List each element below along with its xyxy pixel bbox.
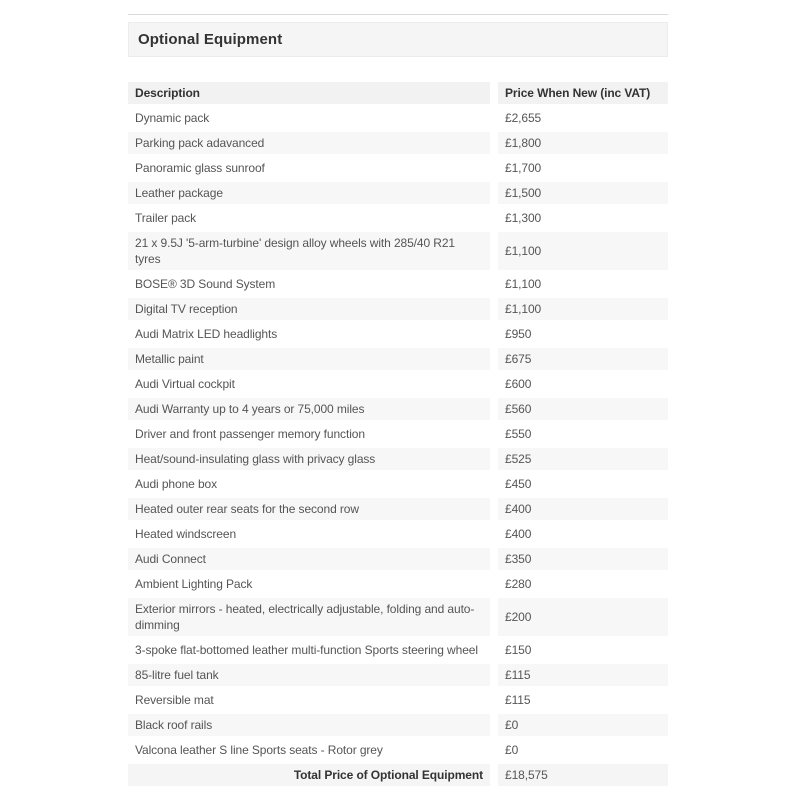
- description-cell: Heated windscreen: [135, 527, 237, 541]
- description-cell: Leather package: [128, 182, 490, 204]
- table-row: [128, 689, 668, 711]
- description-cell: 21 x 9.5J '5-arm-turbine' design alloy wheels with 285/40 R21 tyres: [128, 232, 490, 270]
- description-cell: Panoramic glass sunroof: [135, 161, 265, 175]
- price-cell: £525: [498, 448, 668, 470]
- description-cell: Black roof rails: [128, 714, 490, 736]
- description-cell: Trailer pack: [135, 211, 197, 225]
- table-row: [128, 182, 668, 204]
- price-cell: £1,700: [505, 161, 542, 175]
- total-label: Total Price of Optional Equipment: [128, 764, 490, 786]
- description-cell: Parking pack adavanced: [128, 132, 490, 154]
- price-cell: £200: [498, 598, 668, 636]
- table-row: [128, 573, 668, 595]
- price-cell: £1,100: [498, 232, 668, 270]
- description-cell: Digital TV reception: [128, 298, 490, 320]
- price-cell: £450: [505, 477, 532, 491]
- column-header-price: Price When New (inc VAT): [498, 82, 668, 104]
- price-cell: £0: [498, 714, 668, 736]
- price-cell: £1,300: [505, 211, 542, 225]
- description-cell: Audi Warranty up to 4 years or 75,000 miles: [128, 398, 490, 420]
- equipment-table: [120, 79, 676, 789]
- description-cell: Valcona leather S line Sports seats - Rotor grey: [135, 743, 383, 757]
- table-row: [128, 664, 668, 686]
- description-cell: Reversible mat: [135, 693, 214, 707]
- top-divider: [128, 14, 668, 15]
- price-cell: £1,100: [498, 298, 668, 320]
- description-cell: Audi phone box: [135, 477, 218, 491]
- table-header: [128, 82, 668, 104]
- price-cell: £2,655: [505, 111, 542, 125]
- table-row: [128, 473, 668, 495]
- section-title: Optional Equipment: [128, 22, 668, 57]
- price-cell: £675: [498, 348, 668, 370]
- table-row: [128, 523, 668, 545]
- column-header-description: Description: [128, 82, 490, 104]
- description-cell: Dynamic pack: [135, 111, 210, 125]
- table-row: [128, 498, 668, 520]
- price-cell: £115: [505, 693, 531, 707]
- optional-equipment-panel: [128, 14, 668, 789]
- page: [0, 14, 800, 787]
- description-cell: Driver and front passenger memory function: [135, 427, 365, 441]
- equipment-table-wrap: [128, 79, 668, 789]
- table-row: [128, 157, 668, 179]
- description-cell: 85-litre fuel tank: [128, 664, 490, 686]
- table-row: [128, 714, 668, 736]
- description-cell: Audi Virtual cockpit: [135, 377, 235, 391]
- description-cell: BOSE® 3D Sound System: [135, 277, 276, 291]
- table-row: [128, 423, 668, 445]
- table-row: [128, 298, 668, 320]
- description-cell: Heat/sound-insulating glass with privacy glass: [128, 448, 490, 470]
- total-value: £18,575: [498, 764, 668, 786]
- price-cell: £150: [505, 643, 532, 657]
- description-cell: Audi Matrix LED headlights: [135, 327, 278, 341]
- table-row: [128, 548, 668, 570]
- price-cell: £950: [505, 327, 532, 341]
- table-row: [128, 598, 668, 636]
- price-cell: £1,800: [498, 132, 668, 154]
- table-row: [128, 323, 668, 345]
- price-cell: £1,500: [498, 182, 668, 204]
- description-cell: 3-spoke flat-bottomed leather multi-function Sports steering wheel: [135, 643, 478, 657]
- description-cell: Ambient Lighting Pack: [135, 577, 253, 591]
- price-cell: £115: [498, 664, 668, 686]
- table-row: [128, 132, 668, 154]
- price-cell: £400: [498, 498, 668, 520]
- table-row: [128, 398, 668, 420]
- table-row: [128, 739, 668, 761]
- description-cell: Heated outer rear seats for the second row: [128, 498, 490, 520]
- table-row: [128, 448, 668, 470]
- price-cell: £280: [505, 577, 532, 591]
- price-cell: £350: [498, 548, 668, 570]
- table-footer: [128, 764, 668, 786]
- total-row: [128, 764, 668, 786]
- description-cell: Exterior mirrors - heated, electrically adjustable, folding and auto-dimming: [128, 598, 490, 636]
- table-row: [128, 107, 668, 129]
- table-row: [128, 348, 668, 370]
- price-cell: £400: [505, 527, 532, 541]
- header-row: [128, 82, 668, 104]
- table-row: [128, 639, 668, 661]
- price-cell: £0: [505, 743, 519, 757]
- price-cell: £1,100: [505, 277, 542, 291]
- table-row: [128, 273, 668, 295]
- description-cell: Audi Connect: [128, 548, 490, 570]
- price-cell: £560: [498, 398, 668, 420]
- price-cell: £600: [505, 377, 532, 391]
- table-body: [128, 107, 668, 761]
- description-cell: Metallic paint: [128, 348, 490, 370]
- table-row: [128, 207, 668, 229]
- table-row: [128, 373, 668, 395]
- price-cell: £550: [505, 427, 532, 441]
- table-row: [128, 232, 668, 270]
